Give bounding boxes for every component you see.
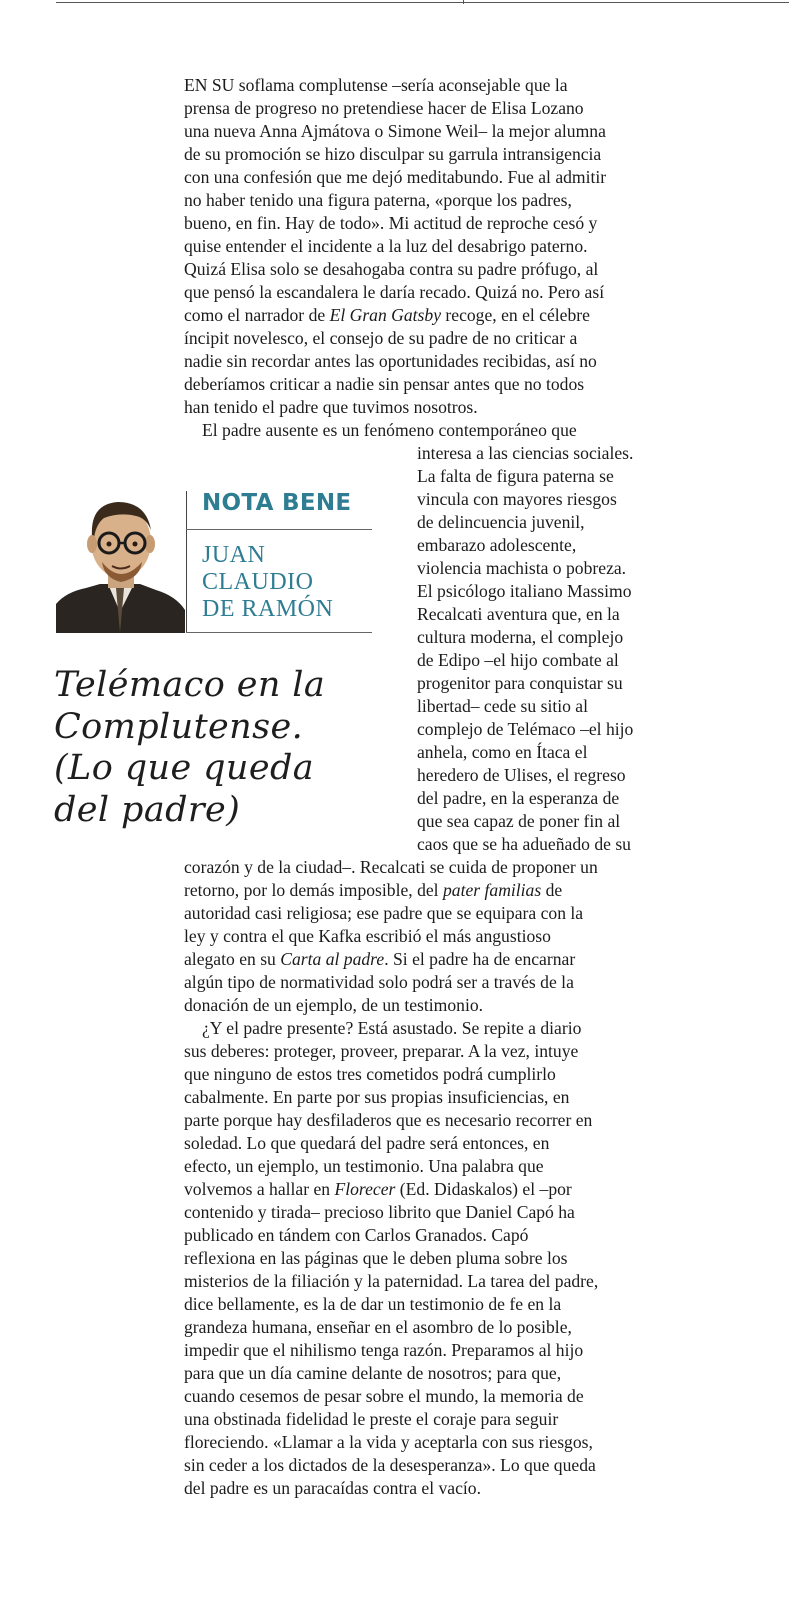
body-line: floreciendo. «Llamar a la vida y aceptarla con sus riesgos,	[184, 1432, 593, 1452]
body-line: cuando cesemos de pesar sobre el mundo, la memoria de	[184, 1386, 584, 1406]
body-line	[184, 879, 562, 902]
author-name-line: JUAN	[202, 542, 266, 568]
body-line: complejo de Telémaco –el hijo	[417, 719, 634, 739]
body-line: soledad. Lo que quedará del padre será entonces, en	[184, 1133, 550, 1153]
author-name-line: DE RAMÓN	[202, 596, 334, 622]
body-line: de su promoción se hizo disculpar su garrula intransigencia	[184, 144, 602, 164]
body-line: embarazo adolescente,	[417, 535, 577, 555]
body-line: contenido y tirada– precioso librito que Daniel Capó ha	[184, 1202, 575, 1222]
body-text: de	[541, 880, 563, 900]
body-line: que pensó la escandalera le daría recado. Quizá no. Pero así	[184, 282, 605, 302]
body-line: prensa de progreso no pretendiese hacer de Elisa Lozano	[184, 98, 584, 118]
byline-vertical-rule	[186, 491, 187, 633]
body-line: publicado en tándem con Carlos Granados. Capó	[184, 1225, 529, 1245]
body-text: retorno, por lo demás imposible, del	[184, 880, 443, 900]
body-line: han tenido el padre que tuvimos nosotros.	[184, 397, 478, 417]
headline-line: Telémaco en la	[54, 665, 326, 705]
top-rule-tick	[463, 0, 464, 4]
body-line: para que un día camine delante de nosotros; para que,	[184, 1363, 562, 1383]
book-title-italic: El Gran Gatsby	[329, 305, 441, 325]
byline-rule-bottom	[186, 632, 372, 633]
body-line: quise entender el incidente a la luz del desabrigo paterno.	[184, 236, 588, 256]
body-line: deberíamos criticar a nadie sin pensar antes que no todos	[184, 374, 585, 394]
body-line: ley y contra el que Kafka escribió el más angustioso	[184, 926, 551, 946]
body-text: volvemos a hallar en	[184, 1179, 335, 1199]
body-line: EN SU soflama complutense –sería aconsejable que la	[184, 75, 568, 95]
body-line: del padre es un paracaídas contra el vacío.	[184, 1478, 481, 1498]
book-title-italic: Carta al padre	[280, 949, 385, 969]
body-line: heredero de Ulises, el regreso	[417, 765, 626, 785]
body-line: corazón y de la ciudad–. Recalcati se cuida de proponer un	[184, 857, 598, 877]
body-line: donación de un ejemplo, de un testimonio.	[184, 995, 484, 1015]
body-line: no haber tenido una figura paterna, «porque los padres,	[184, 190, 572, 210]
body-line: con una confesión que me dejó meditabundo. Fue al admitir	[184, 167, 607, 187]
body-line: íncipit novelesco, el consejo de su padre de no criticar a	[184, 328, 578, 348]
body-line: La falta de figura paterna se	[417, 466, 614, 486]
body-line: de delincuencia juvenil,	[417, 512, 585, 532]
byline-rule-top	[186, 529, 372, 530]
body-line: una nueva Anna Ajmátova o Simone Weil– la mejor alumna	[184, 121, 606, 141]
body-line: Quizá Elisa solo se desahogaba contra su padre prófugo, al	[184, 259, 599, 279]
body-line: violencia machista o pobreza.	[417, 558, 627, 578]
body-text: alegato en su	[184, 949, 281, 969]
body-line: libertad– cede su sitio al	[417, 696, 588, 716]
body-line: una obstinada fidelidad le preste el coraje para seguir	[184, 1409, 559, 1429]
headline-line: Complutense.	[54, 706, 304, 747]
body-line: misterios de la filiación y la paternidad. La tarea del padre,	[184, 1271, 599, 1291]
body-line: que sea capaz de poner fin al	[417, 811, 621, 831]
body-line: grandeza humana, enseñar en el asombro de lo posible,	[184, 1317, 572, 1337]
body-line: El padre ausente es un fenómeno contemporáneo que	[202, 420, 577, 440]
body-line: reflexiona en las páginas que le deben pluma sobre los	[184, 1248, 568, 1268]
body-line	[184, 304, 590, 327]
body-line: impedir que el nihilismo tenga razón. Preparamos al hijo	[184, 1340, 584, 1360]
body-line: caos que se ha adueñado de su	[417, 834, 631, 854]
body-line: ¿Y el padre presente? Está asustado. Se repite a diario	[202, 1018, 582, 1038]
body-line: interesa a las ciencias sociales.	[417, 443, 634, 463]
body-line: progenitor para conquistar su	[417, 673, 623, 693]
body-text: . Si el padre ha de encarnar	[384, 949, 576, 969]
body-text: recoge, en el célebre	[441, 305, 590, 325]
book-title-italic: Florecer	[334, 1179, 396, 1199]
latin-term-italic: pater familias	[442, 880, 542, 900]
body-line: que ninguno de estos tres cometidos podrá cumplirlo	[184, 1064, 556, 1084]
body-line: dice bellamente, es la de dar un testimonio de fe en la	[184, 1294, 562, 1314]
author-name	[202, 542, 333, 623]
headline	[54, 665, 325, 831]
author-photo	[56, 492, 185, 633]
body-line: sus deberes: proteger, proveer, preparar. A la vez, intuye	[184, 1041, 579, 1061]
body-line: Recalcati aventura que, en la	[417, 604, 620, 624]
body-line: El psicólogo italiano Massimo	[417, 581, 632, 601]
body-line: de Edipo –el hijo combate al	[417, 650, 619, 670]
body-line: nadie sin recordar antes las oportunidades recibidas, así no	[184, 351, 597, 371]
body-line: del padre, en la esperanza de	[417, 788, 620, 808]
body-line: cultura moderna, el complejo	[417, 627, 624, 647]
body-line: autoridad casi religiosa; ese padre que se equipara con la	[184, 903, 584, 923]
body-line	[184, 948, 575, 971]
top-rule	[56, 2, 789, 3]
body-line: anhela, como en Ítaca el	[417, 742, 588, 762]
body-line	[184, 1178, 572, 1201]
body-line: sin ceder a los dictados de la desesperanza». Lo que queda	[184, 1455, 596, 1475]
headline-line: del padre)	[54, 789, 241, 830]
body-line: parte porque hay desfiladeros que es necesario recorrer en	[184, 1110, 593, 1130]
body-line: efecto, un ejemplo, un testimonio. Una palabra que	[184, 1156, 544, 1176]
headline-line: (Lo que queda	[54, 748, 315, 788]
column-name: NOTA BENE	[202, 490, 352, 516]
body-text: como el narrador de	[184, 305, 330, 325]
body-line: bueno, en fin. Hay de todo». Mi actitud de reproche cesó y	[184, 213, 598, 233]
body-line: cabalmente. En parte por sus propias insuficiencias, en	[184, 1087, 570, 1107]
body-line: vincula con mayores riesgos	[417, 489, 617, 509]
body-text: (Ed. Didaskalos) el –por	[395, 1179, 572, 1199]
author-name-line: CLAUDIO	[202, 569, 314, 595]
body-line: algún tipo de normatividad solo podrá ser a través de la	[184, 972, 574, 992]
